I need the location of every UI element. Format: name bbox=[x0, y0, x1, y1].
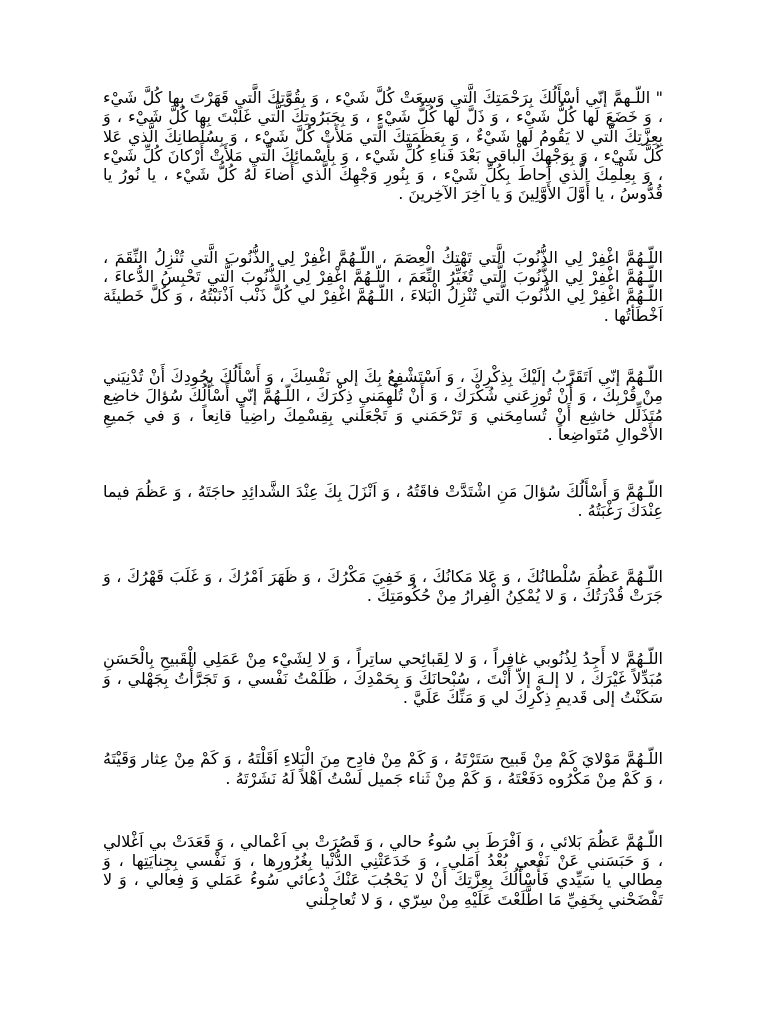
prayer-text-body bbox=[103, 88, 663, 909]
paragraph-divine-authority: اللّـهُمَّ عَظُمَ سُلْطانُكَ ، وَ عَلا مَكانُكَ ، وَ خَفِيَ مَكْرُكَ ، وَ ظَهَرَ اَمْرُكَ ، وَ غَلَبَ قَهْرُكَ ، وَ جَرَتْ قُدْرَتُكَ ، وَ لا يُمْكِنُ الْفِرارُ مِنْ حُكُومَتِكَ . bbox=[103, 566, 663, 606]
paragraph-my-master: اللّـهُمَّ مَوْلايَ كَمْ مِنْ قَبيح سَتَرْتَهُ ، وَ كَمْ مِنْ فادِح مِنَ الْبَلاءِ اَقَلْتَهُ ، وَ كَمْ مِنْ عِثار وَقَيْتَهُ ، وَ كَمْ مِنْ مَكْرُوه دَفَعْتَهُ ، وَ كَمْ مِنْ ثَناء جَميل لَسْتُ اَهْلاً لَهُ نَشَرْتَهُ . bbox=[103, 749, 663, 788]
paragraph-forgiveness-of-sins: اللّـهُمَّ اغْفِرْ لِي الذُّنُوبَ الَّتي تَهْتِكُ الْعِصَمَ ، اللّـهُمَّ اغْفِرْ لِي الذُّنُوبَ الَّتي تُنْزِلُ النِّقَمَ ، اللّـهُمَّ اغْفِرْ لِي الذُّنُوبَ الَّتي تُغَيِّرُ النِّعَمَ ، اللّـهُمَّ اغْفِرْ لِي الذُّنُوبَ الَّتي تَحْبِسُ الدُّعاءَ ، اللّـهُمَّ اغْفِرْ لِي الذُّنُوبَ الَّتي تُنْزِلُ الْبَلاءَ ، اللّـهُمَّ اغْفِرْ لي كُلَّ ذَنْب اَذْنَبْتُهُ ، وَ كُلَّ خَطيئَة اَخْطَأتُها . bbox=[103, 247, 663, 325]
paragraph-drawing-near: اللّـهُمَّ إنّي اَتَقَرَّبُ إلَيْكَ بِذِكْرِكَ ، وَ اَسْتَشْفِعُ بِكَ إلى نَفْسِكَ ، وَ أَسْأَلُكَ بِجُودِكَ أَنْ تُدْنِيَني مِنْ قُرْبِكَ ، وَ أَنْ تُوزِعَني شُكْرَكَ ، وَ أَنْ تُلْهِمَني ذِكْرَكَ ، اللّـهُمَّ إنّي أَسْأَلُكَ سُؤالَ خاضِع مُتَذَلِّل خاشِع أَنْ تُسامِحَني وَ تَرْحَمَني وَ تَجْعَلَني بِقِسْمِكَ راضِياً قانِعاً ، وَ في جَميعِ الأَحْوالِ مُتَواضِعاً . bbox=[103, 366, 663, 444]
paragraph-great-affliction: اللّـهُمَّ عَظُمَ بَلائي ، وَ اَفْرَطَ بي سُوءُ حالي ، وَ قَصُرَتْ بي اَعْمالي ، وَ قَعَدَتْ بي اَغْلالي ، وَ حَبَسَني عَنْ نَفْعي بُعْدُ اَمَلي ، وَ خَدَعَتْنِي الدُّنْيا بِغُرُورِها ، وَ نَفْسي بِجِنايَتِها ، وَ مِطالي يا سَيِّدي فَأَسْأَلُكَ بِعِزَّتِكَ أَنْ لا يَحْجُبَ عَنْكَ دُعائي سُوءُ عَمَلي وَ فِعالي ، وَ لا تَفْضَحْني بِخَفِيِّ مَا اطَّلَعْتَ عَلَيْهِ مِنْ سِرّي ، وَ لا تُعاجِلْني bbox=[103, 831, 663, 909]
paragraph-asking-in-need: اللّـهُمَّ وَ أَسْأَلُكَ سُؤالَ مَنِ اشْتَدَّتْ فاقَتُهُ ، وَ اَنْزَلَ بِكَ عِنْدَ الشَّدائِدِ حاجَتَهُ ، وَ عَظُمَ فيما عِنْدَكَ رَغْبَتُهُ . bbox=[103, 482, 663, 521]
paragraph-opening-invocation: " اللّـهمَّ إنّي أسْأَلُكَ بِرَحْمَتِكَ الَّتي وَسِعَتْ كُلَّ شَيْء ، وَ بِقُوَّتِكَ الَّتي قَهَرْتَ بِها كُلَّ شَيْء ، وَ خَضَعَ لَها كُلُّ شَيْء ، وَ ذَلَّ لَها كُلُّ شَيْء ، وَ بِجَبَرُوتِكَ الَّتي غَلَبْتَ بِها كُلَّ شَيْء ، وَ بِعِزَّتِكَ الَّتي لا يَقُومُ لَها شَيْءٌ ، وَ بِعَظَمَتِكَ الَّتي مَلأَتْ كُلَّ شَيْء ، وَ بِسُلْطانِكَ الَّذي عَلا كُلَّ شَيْء ، وَ بِوَجْهِكَ الْباقي بَعْدَ فَناءِ كُلِّ شَيْء ، وَ بِأَسْمائِكَ الَّتي مَلأَتْ أَرْكانَ كُلِّ شَيْء ، وَ بِعِلْمِكَ الَّذي أَحاطَ بِكُلِّ شَيْء ، وَ بِنُورِ وَجْهِكَ الَّذي أَضاءَ لَهُ كُلُّ شَيْء ، يا نُورُ يا قُدُّوسُ ، يا أَوَّلَ الأَوَّلِينَ وَ يا آخِرَ الآخِرينَ . bbox=[103, 88, 663, 204]
paragraph-no-forgiver-but-you: اللّـهُمَّ لا أَجِدُ لِذُنُوبي غافِراً ، وَ لا لِقَبائِحي ساتِراً ، وَ لا لِشَيْء مِنْ عَمَلِي الْقَبيحِ بِالْحَسَنِ مُبَدِّلاً غَيْرَكَ ، لا إلـهَ إلاّ أَنْتَ ، سُبْحانَكَ وَ بِحَمْدِكَ ، ظَلَمْتُ نَفْسي ، وَ تَجَرَّأْتُ بِجَهْلي ، وَ سَكَنْتُ إلى قَديمِ ذِكْرِكَ لي وَ مَنِّكَ عَلَيَّ . bbox=[103, 649, 663, 707]
